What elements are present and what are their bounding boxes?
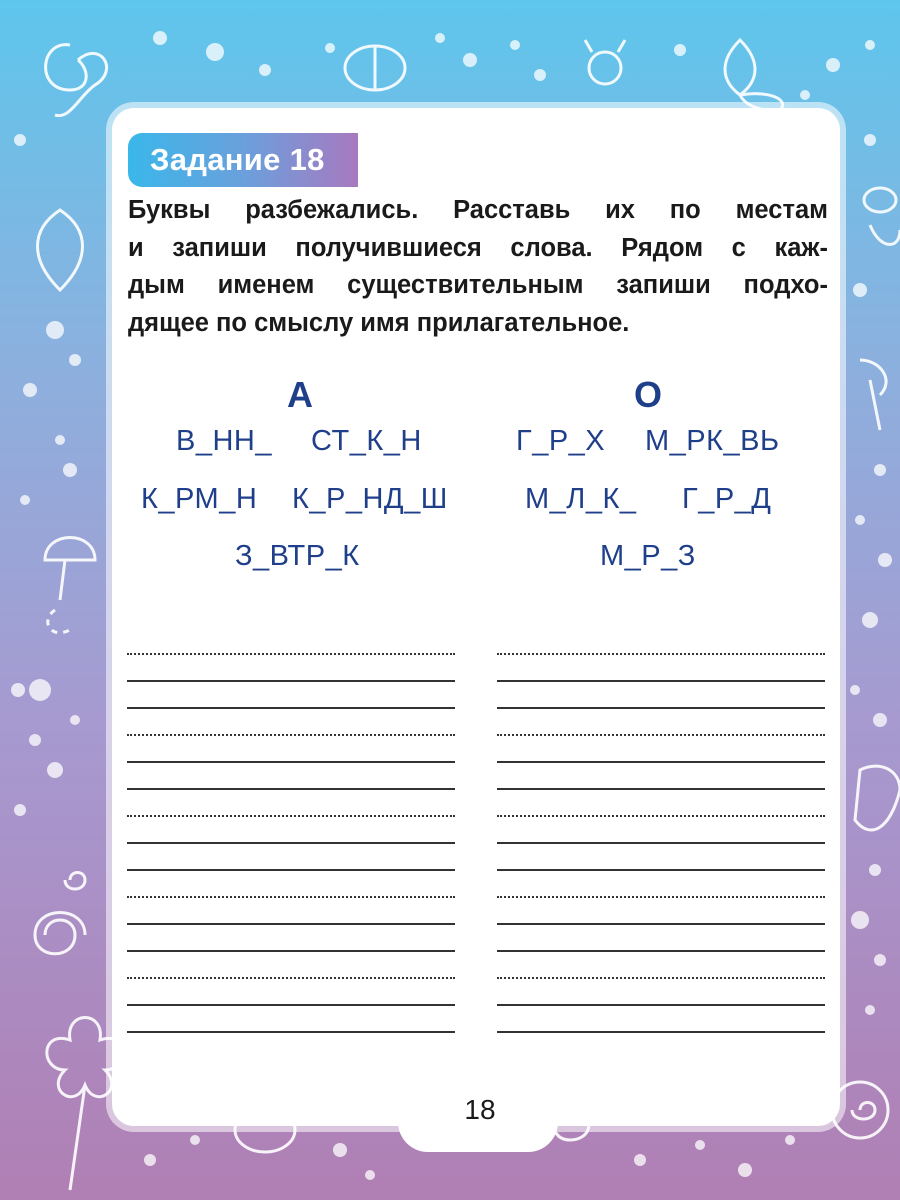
task-instructions bbox=[128, 192, 828, 342]
instruction-line: дым именем существительным запиши подхо- bbox=[128, 271, 828, 299]
instruction-line: и запиши получившиеся слова. Рядом с каж- bbox=[128, 233, 828, 262]
instruction-line: Буквы разбежались. Расставь их по местам bbox=[128, 196, 828, 224]
column-heading-o: О bbox=[634, 374, 663, 415]
scrambled-word: В_НН_ bbox=[176, 425, 272, 457]
scrambled-word: К_РМ_Н bbox=[141, 483, 258, 515]
scrambled-word: К_Р_НД_Ш bbox=[292, 483, 448, 515]
scrambled-word: СТ_К_Н bbox=[311, 425, 422, 457]
column-heading-a: А bbox=[287, 374, 313, 415]
scrambled-word: З_ВТР_К bbox=[235, 540, 360, 572]
scrambled-word: М_Р_З bbox=[600, 540, 696, 572]
scrambled-word: М_Л_К_ bbox=[525, 483, 637, 515]
task-badge: Задание 18 bbox=[128, 133, 358, 187]
scrambled-word: М_РК_ВЬ bbox=[645, 425, 780, 457]
scrambled-word: Г_Р_Х bbox=[516, 425, 606, 457]
writing-lines-right bbox=[497, 628, 825, 1033]
scrambled-word: Г_Р_Д bbox=[682, 483, 772, 515]
instruction-line: дящее по смыслу имя прилагательное. bbox=[128, 308, 630, 337]
page-number: 18 bbox=[464, 1094, 496, 1125]
writing-lines-left bbox=[127, 628, 455, 1033]
